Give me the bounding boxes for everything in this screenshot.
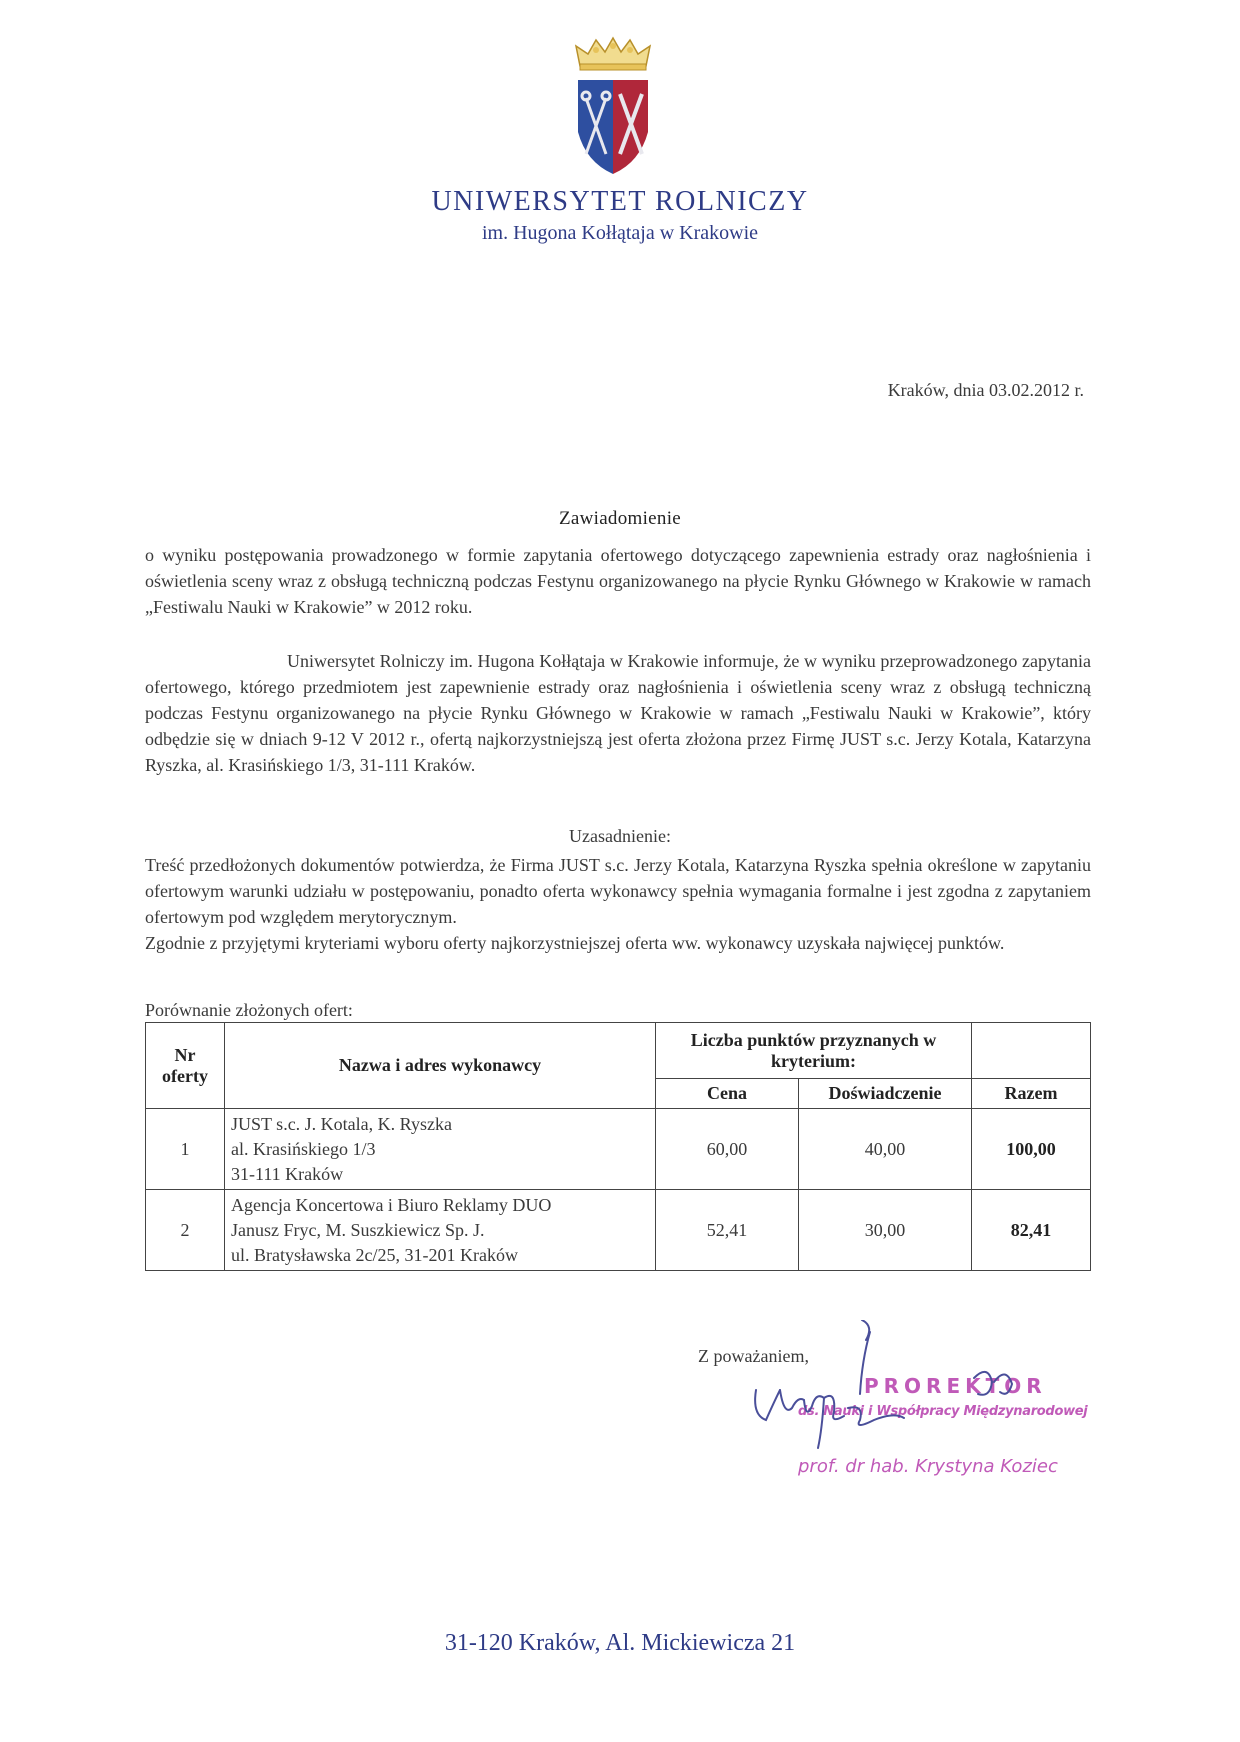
header-razem: Razem bbox=[972, 1079, 1091, 1109]
cell-razem: 100,00 bbox=[972, 1109, 1091, 1190]
cell-doswiadczenie: 30,00 bbox=[799, 1190, 972, 1271]
cell-contractor bbox=[225, 1109, 656, 1190]
document-title: Zawiadomienie bbox=[558, 508, 682, 529]
table-header-row bbox=[146, 1023, 1091, 1079]
table-row bbox=[146, 1109, 1091, 1190]
stamp-name: prof. dr hab. Krystyna Koziec bbox=[798, 1456, 1058, 1477]
subject-paragraph: o wyniku postępowania prowadzonego w formie zapytania ofertowego dotyczącego zapewnienia estrady oraz nagłośnienia i oświetlenia sceny wraz z obsługą techniczną podczas Festynu organizowanego na płycie Rynku Głównego w Krakowie w ramach „Festiwalu Nauki w Krakowie” w 2012 roku. bbox=[145, 545, 1091, 617]
justification-heading: Uzasadnienie: bbox=[569, 826, 671, 846]
official-stamp bbox=[738, 1320, 1098, 1480]
cell-cena: 60,00 bbox=[656, 1109, 799, 1190]
university-subtitle: im. Hugona Kołłątaja w Krakowie bbox=[481, 222, 759, 244]
university-crest-logo bbox=[572, 36, 654, 178]
header-doswiadczenie: Doświadczenie bbox=[799, 1079, 972, 1109]
contractor-line: 31-111 Kraków bbox=[231, 1163, 344, 1184]
header-cena: Cena bbox=[656, 1079, 799, 1109]
contractor-line: Janusz Fryc, M. Suszkiewicz Sp. J. bbox=[231, 1219, 485, 1240]
header-blank-cell bbox=[972, 1023, 1091, 1079]
cell-contractor bbox=[225, 1190, 656, 1271]
justification-paragraph-1: Treść przedłożonych dokumentów potwierdza, że Firma JUST s.c. Jerzy Kotala, Katarzyna Ryszka spełnia określone w zapytaniu ofertowym warunki udziału w postępowaniu, ponadto oferta wykonawcy spełnia wymagania formalne i jest zgodna z zapytaniem ofertowym pod względem merytorycznym. bbox=[145, 855, 1091, 927]
offers-comparison-table bbox=[145, 1022, 1091, 1271]
table-row bbox=[146, 1190, 1091, 1271]
justification-paragraph-2: Zgodnie z przyjętymi kryteriami wyboru oferty najkorzystniejszej oferta ww. wykonawcy uzyskała najwięcej punktów. bbox=[145, 933, 1005, 953]
comparison-label: Porównanie złożonych ofert: bbox=[145, 1000, 353, 1020]
cell-doswiadczenie: 40,00 bbox=[799, 1109, 972, 1190]
header-nr: Nr oferty bbox=[146, 1023, 225, 1109]
contractor-line: JUST s.c. J. Kotala, K. Ryszka bbox=[231, 1113, 452, 1134]
handwritten-signature bbox=[744, 1320, 1094, 1460]
footer-address: 31-120 Kraków, Al. Mickiewicza 21 bbox=[444, 1630, 796, 1656]
contractor-line: Agencja Koncertowa i Biuro Reklamy DUO bbox=[231, 1194, 552, 1215]
header-points: Liczba punktów przyznanych w kryterium: bbox=[656, 1023, 972, 1079]
header-name: Nazwa i adres wykonawcy bbox=[225, 1023, 656, 1109]
date-line: Kraków, dnia 03.02.2012 r. bbox=[887, 380, 1084, 400]
contractor-line: al. Krasińskiego 1/3 bbox=[231, 1138, 376, 1159]
cell-nr: 1 bbox=[146, 1109, 225, 1190]
cell-cena: 52,41 bbox=[656, 1190, 799, 1271]
closing-salutation: Z poważaniem, bbox=[698, 1346, 809, 1366]
stamp-department: ds. Nauki i Współpracy Międzynarodowej bbox=[798, 1404, 1088, 1419]
info-paragraph: Uniwersytet Rolniczy im. Hugona Kołłątaja w Krakowie informuje, że w wyniku przeprowadzonego zapytania ofertowego, którego przedmiotem jest zapewnienie estrady oraz nagłośnienia i oświetlenia sceny wraz z obsługą techniczną podczas Festynu organizowanego na płycie Rynku Głównego w Krakowie w ramach „Festiwalu Nauki w Krakowie”, który odbędzie się w dniach 9-12 V 2012 r., ofertą najkorzystniejszą jest oferta złożona przez Firmę JUST s.c. Jerzy Kotala, Katarzyna Ryszka, al. Krasińskiego 1/3, 31-111 Kraków. bbox=[145, 651, 1091, 775]
university-name: UNIWERSYTET ROLNICZY bbox=[431, 186, 809, 217]
cell-nr: 2 bbox=[146, 1190, 225, 1271]
cell-razem: 82,41 bbox=[972, 1190, 1091, 1271]
stamp-role: PROREKTOR bbox=[864, 1374, 1047, 1398]
contractor-line: ul. Bratysławska 2c/25, 31-201 Kraków bbox=[231, 1244, 518, 1265]
